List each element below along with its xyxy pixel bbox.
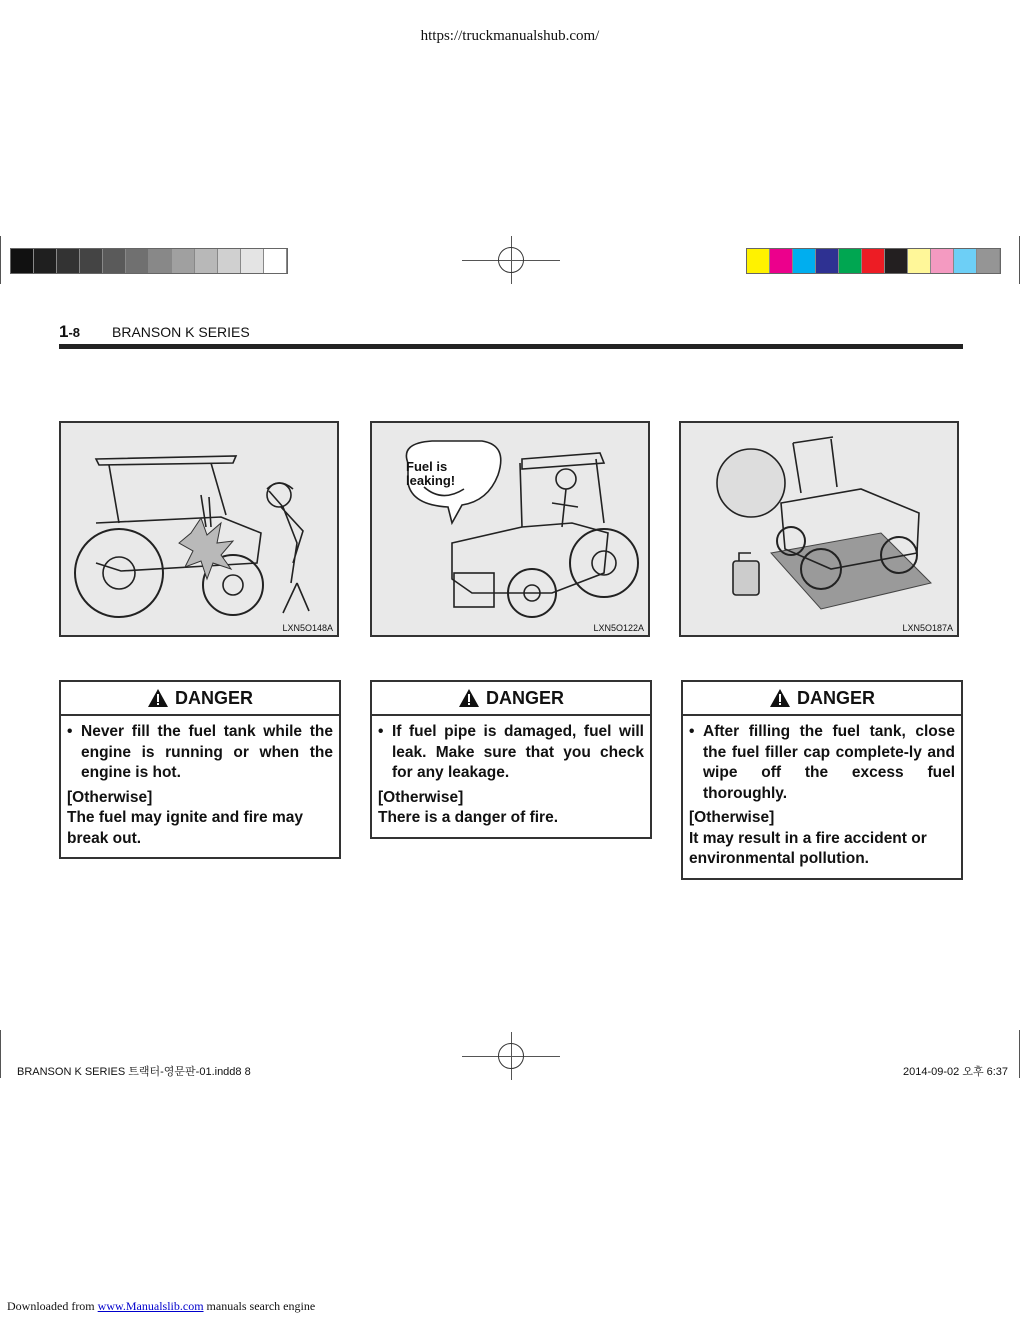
color-swatch — [264, 249, 287, 273]
otherwise-label: [Otherwise] — [689, 809, 775, 826]
page-title: BRANSON K SERIES — [112, 324, 250, 340]
danger-box — [59, 680, 341, 859]
color-swatch — [34, 249, 57, 273]
color-swatch — [977, 249, 1000, 273]
registration-target-icon — [498, 247, 524, 273]
color-swatch — [862, 249, 885, 273]
bubble-text-line2: leaking! — [406, 473, 456, 488]
color-swatch — [241, 249, 264, 273]
tractor-leak-illustration — [372, 423, 648, 635]
danger-consequence: There is a danger of fire. — [378, 809, 559, 826]
divider — [683, 714, 961, 716]
color-swatch — [218, 249, 241, 273]
color-swatch — [172, 249, 195, 273]
manualslib-link[interactable]: www.Manualslib.com — [97, 1299, 204, 1313]
color-swatch — [195, 249, 218, 273]
otherwise-label: [Otherwise] — [67, 788, 153, 806]
figure-fuel-cap — [679, 421, 959, 637]
color-swatch — [57, 249, 80, 273]
danger-heading — [378, 682, 644, 714]
warning-triangle-icon — [769, 688, 791, 708]
print-slug: BRANSON K SERIES 트랙터-영문판-01.indd8 8 — [17, 1066, 251, 1078]
color-swatch — [793, 249, 816, 273]
figure-code: LXN5O122A — [593, 623, 644, 633]
page-number: 1-8 — [59, 322, 81, 341]
danger-instruction: • If fuel pipe is damaged, fuel will leak. Make sure that you check for any leakage. — [378, 723, 644, 781]
warning-triangle-icon — [147, 688, 169, 708]
color-calibration-bar — [746, 248, 1001, 274]
registration-target-icon — [498, 1043, 524, 1069]
color-swatch — [80, 249, 103, 273]
danger-label: DANGER — [796, 687, 875, 708]
warning-triangle-icon — [458, 688, 480, 708]
color-swatch — [11, 249, 34, 273]
print-timestamp: 2014-09-02 오후 6:37 — [903, 1066, 1009, 1078]
color-swatch — [126, 249, 149, 273]
danger-instruction: • Never fill the fuel tank while the engine is running or when the engine is hot. — [67, 723, 333, 781]
color-swatch — [839, 249, 862, 273]
crop-mark — [0, 1030, 1, 1078]
color-swatch — [747, 249, 770, 273]
danger-box — [370, 680, 652, 839]
color-swatch — [908, 249, 931, 273]
figure-code: LXN5O187A — [902, 623, 953, 633]
divider — [61, 714, 339, 716]
color-swatch — [885, 249, 908, 273]
header-rule — [59, 344, 963, 349]
danger-consequence: It may result in a fire accident or environmental pollution. — [689, 829, 927, 867]
color-swatch — [770, 249, 793, 273]
color-swatch — [954, 249, 977, 273]
source-url: https://truckmanualshub.com/ — [420, 28, 600, 44]
color-swatch — [816, 249, 839, 273]
tractor-fire-illustration — [61, 423, 337, 635]
crop-mark — [0, 236, 1, 284]
divider — [372, 714, 650, 716]
danger-instruction: • After filling the fuel tank, close the fuel filler cap complete-ly and wipe off the excess fuel thoroughly. — [689, 723, 955, 802]
bubble-text-line1: Fuel is — [406, 459, 448, 474]
figure-code: LXN5O148A — [282, 623, 333, 633]
figure-fuel-leak — [370, 421, 650, 637]
danger-box — [681, 680, 963, 880]
color-swatch — [931, 249, 954, 273]
gray-calibration-bar — [10, 248, 288, 274]
color-swatch — [103, 249, 126, 273]
figure-refueling-fire — [59, 421, 339, 637]
danger-consequence: The fuel may ignite and fire may break out. — [67, 809, 304, 847]
otherwise-label: [Otherwise] — [378, 788, 464, 806]
tractor-refuel-illustration — [681, 423, 957, 635]
danger-label: DANGER — [174, 687, 253, 708]
danger-heading — [689, 682, 955, 714]
danger-label: DANGER — [485, 687, 564, 708]
download-notice: Downloaded from www.Manualslib.com manuals search engine — [7, 1299, 316, 1313]
danger-heading — [67, 682, 333, 714]
color-swatch — [149, 249, 172, 273]
